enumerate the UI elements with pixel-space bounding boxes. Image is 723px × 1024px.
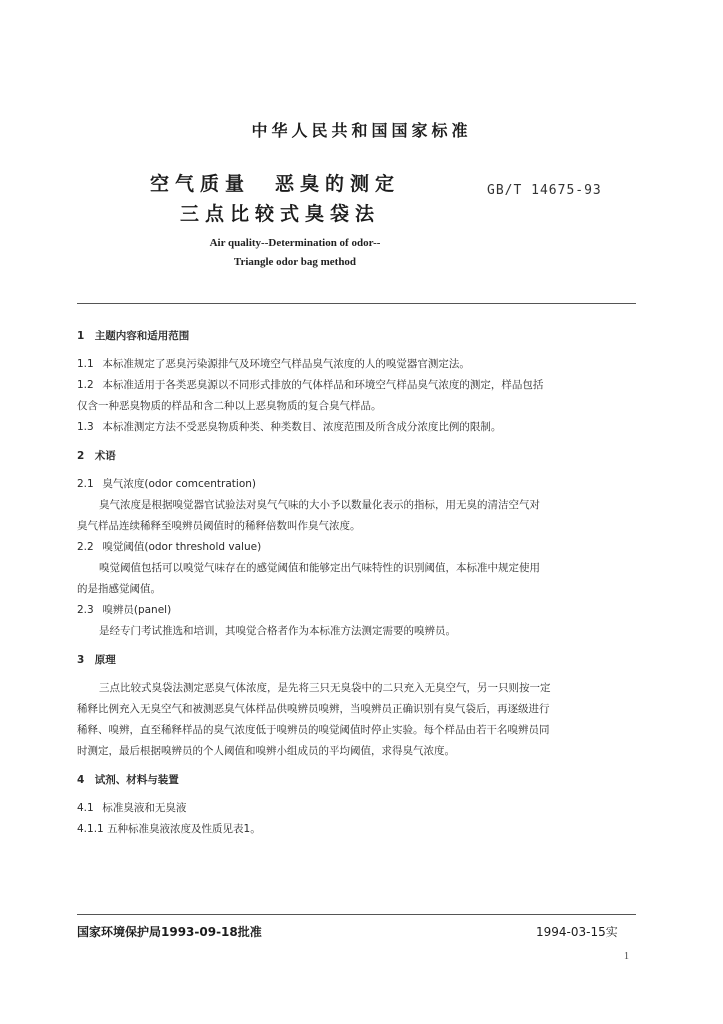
clause-1-2 <box>77 375 643 396</box>
clause-2-2 <box>77 537 643 558</box>
term: 臭气浓度(odor comcentration) <box>102 478 256 490</box>
definition-2-1-a: 臭气浓度是根据嗅觉器官试验法对臭气气味的大小予以数量化表示的指标，用无臭的清洁空气对 <box>99 499 540 511</box>
definition-2-3: 是经专门考试推选和培训，其嗅觉合格者作为本标准方法测定需要的嗅辨员。 <box>99 625 456 637</box>
implementation-date: 1994-03-15实 <box>536 925 618 939</box>
term: 嗅辨员(panel) <box>102 604 172 616</box>
english-title-line1: Air quality--Determination of odor-- <box>209 237 381 249</box>
clause-4-1 <box>77 798 643 819</box>
english-title-line2: Triangle odor bag method <box>233 256 357 268</box>
clause-1-2-cont: 仅含一种恶臭物质的样品和含二种以上恶臭物质的复合臭气样品。 <box>77 400 382 412</box>
clause-number: 2.2 <box>77 541 94 553</box>
clause-number: 1.2 <box>77 379 94 391</box>
document-body <box>77 326 643 840</box>
clause-1-3 <box>77 417 643 438</box>
national-standard-heading: 中华人民共和国国家标准 <box>251 121 472 140</box>
definition-2-1-b: 臭气样品连续稀释至嗅辨员阈值时的稀释倍数叫作臭气浓度。 <box>77 520 361 532</box>
clause-4-1-1 <box>77 819 643 840</box>
definition-2-2-a: 嗅觉阈值包括可以嗅觉气味存在的感觉阈值和能够定出气味特性的识别阈值，本标准中规定使用 <box>99 562 540 574</box>
clause-number: 4.1 <box>77 802 94 814</box>
header-divider <box>77 303 636 304</box>
section-3-heading: 3 原理 <box>77 654 116 666</box>
clause-text: 本标准测定方法不受恶臭物质种类、种类数目、浓度范围及所含成分浓度比例的限制。 <box>102 421 502 433</box>
footer-divider <box>77 914 636 915</box>
clause-1-1 <box>77 354 643 375</box>
clause-text: 本标准适用于各类恶臭源以不同形式排放的气体样品和环境空气样品臭气浓度的测定，样品包括 <box>102 379 544 391</box>
standard-number: GB/T 14675-93 <box>487 183 602 198</box>
clause-text: 标准臭液和无臭液 <box>102 802 187 814</box>
definition-2-2-b: 的是指感觉阈值。 <box>77 583 161 595</box>
principle-line-d: 时测定，最后根据嗅辨员的个人阈值和嗅辨小组成员的平均阈值，求得臭气浓度。 <box>77 745 455 757</box>
chinese-title-line1: 空气质量 恶臭的测定 <box>150 173 401 195</box>
page-number: 1 <box>624 951 629 962</box>
clause-number: 2.1 <box>77 478 94 490</box>
principle-line-c: 稀释、嗅辨，直至稀释样品的臭气浓度低于嗅辨员的嗅觉阈值时停止实验。每个样品由若干名嗅辨员同 <box>77 724 550 736</box>
clause-2-3 <box>77 600 643 621</box>
approval-issuer: 国家环境保护局1993-09-18批准 <box>77 925 262 939</box>
clause-text: 本标准规定了恶臭污染源排气及环境空气样品臭气浓度的人的嗅觉器官测定法。 <box>102 358 470 370</box>
term: 嗅觉阈值(odor threshold value) <box>102 541 262 553</box>
clause-number: 4.1.1 <box>77 823 104 835</box>
section-2-heading: 2 术语 <box>77 450 116 462</box>
principle-line-a: 三点比较式臭袋法测定恶臭气体浓度，是先将三只无臭袋中的二只充入无臭空气，另一只则按一定 <box>99 682 551 694</box>
principle-line-b: 稀释比例充入无臭空气和被测恶臭气体样品供嗅辨员嗅辨，当嗅辨员正确识别有臭气袋后，再逐级进行 <box>77 703 550 715</box>
clause-number: 1.1 <box>77 358 94 370</box>
chinese-title-line2: 三点比较式臭袋法 <box>180 203 381 225</box>
section-4-heading: 4 试剂、材料与装置 <box>77 774 179 786</box>
clause-number: 1.3 <box>77 421 94 433</box>
clause-text: 五种标准臭液浓度及性质见表1。 <box>107 823 261 835</box>
clause-2-1 <box>77 474 643 495</box>
section-1-heading: 1 主题内容和适用范围 <box>77 330 190 342</box>
clause-number: 2.3 <box>77 604 94 616</box>
